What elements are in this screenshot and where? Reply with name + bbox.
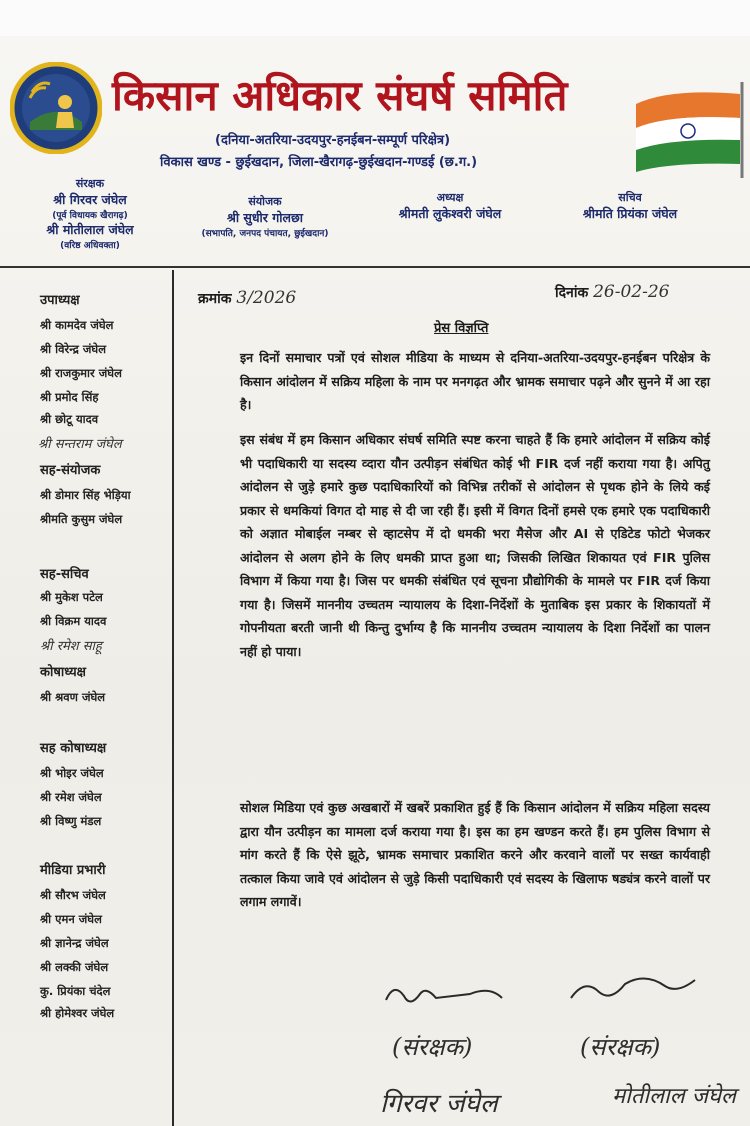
sidebar-name: श्री ज्ञानेन्द्र जंघेल (40, 936, 109, 950)
patron-role: संरक्षक (75, 177, 105, 190)
paragraph-1: इन दिनों समाचार पत्रों एवं सोशल मीडिया के माध्यम से दनिया-अतरिया-उदयपुर-हनईबन परिक्षेत्र के किसान आंदोलन में सक्रिय महिला के नाम पर मनगढ़त और भ्रामक समाचार पढ़ने और सुनने में आ रहा है। (240, 350, 710, 412)
vice-presidents-title: उपाध्यक्ष (40, 293, 80, 308)
treasurer-title: कोषाध्यक्ष (40, 665, 86, 680)
indian-flag-icon (630, 78, 748, 178)
press-release-heading: प्रेस विज्ञप्ति (434, 321, 489, 336)
convener-block (160, 194, 370, 239)
co-conveners-title: सह-संयोजक (40, 463, 101, 478)
paragraph-2: इस संबंध में हम किसान अधिकार संघर्ष समिति स्पष्ट करना चाहते हैं कि हमारे आंदोलन में सक्रिय कोई भी पदाधिकारी या सदस्य व्दारा यौन उत्पीड़न संबंधित कोई भी FIR दर्ज नहीं कराया गया है। अपितु आंदोलन से जुड़े हमारे कुछ पदाधिकारियों को विभिन्न तरीकों से आंदोलन से पृथक होने के लिये कई प्रकार से धमकियां विगत दो माह से दी जा रही हैं। इसी में विगत दिनों हमसे एक हमारे एक पदाधिकारी को अज्ञात मोबाईल नम्बर से व्हाटसेप में दो धमकी भरा मैसेज और AI से एडिटेड फोटो भेजकर आंदोलन से अलग होने के लिए धमकी प्राप्त हुआ था; जिसकी लिखित शिकायत एवं FIR पुलिस विभाग में किया गया है। जिस पर धमकी संबंधित एवं सूचना प्रौद्योगिकी के मामले पर FIR दर्ज किया गया है। जिसमें माननीय उच्चतम न्यायालय के दिशा-निर्देशों के मुताबिक इस प्रकार के शिकायतों में गोपनीयता बरती जानी थी किन्तु दुर्भाग्य है कि माननीय उच्चतम न्यायालय के दिशा निर्देशों का पालन नहीं हो पाया। (240, 432, 710, 659)
sidebar-divider (172, 270, 174, 1126)
reference-value: 3/2026 (236, 288, 297, 308)
handwritten-name: श्री रमेश साहू (40, 639, 102, 654)
sidebar-name: श्री विक्रम यादव (40, 614, 107, 628)
co-treasurers-title: सह कोषाध्यक्ष (40, 741, 107, 756)
convener-name: श्री सुधीर गोलछा (226, 210, 304, 225)
sidebar-name: श्री डोमार सिंह भेड़िया (40, 488, 131, 502)
sidebar-name: श्री श्रवण जंघेल (40, 690, 106, 704)
sidebar-name: श्री लक्की जंघेल (40, 960, 109, 974)
convener-role: संयोजक (248, 195, 282, 208)
sidebar-name: श्री प्रमोद सिंह (40, 390, 99, 404)
president-name: श्रीमती लुकेश्वरी जंघेल (398, 206, 502, 221)
date-value: 26-02-26 (593, 282, 670, 302)
sidebar-name: श्री विष्णु मंडल (40, 814, 102, 828)
patron-name: श्री मोतीलाल जंघेल (46, 222, 134, 237)
co-secretaries-title: सह-सचिव (40, 567, 89, 582)
date-label: दिनांक (555, 285, 589, 301)
header-divider (0, 266, 750, 268)
reference-number (198, 288, 296, 308)
secretary-block (540, 190, 720, 222)
sidebar-name: श्री होमेश्वर जंघेल (40, 1006, 115, 1020)
left-signatory-name: गिरवर जंघेल (380, 1089, 498, 1119)
sidebar-name: श्रीमति कुसुम जंघेल (40, 512, 123, 526)
sidebar-name: श्री कामदेव जंघेल (40, 318, 114, 332)
sidebar-name: श्री सौरभ जंघेल (40, 888, 106, 902)
president-role: अध्यक्ष (436, 191, 464, 204)
sidebar-name: श्री भोइर जंघेल (40, 766, 104, 780)
region-line: (दनिया-अतरिया-उदयपुर-हनईबन-सम्पूर्ण परिक्षेत्र) (215, 133, 451, 148)
sidebar-name: श्री छोटू यादव (40, 412, 99, 426)
patron-note: (पूर्व विधायक खैरागढ़) (52, 211, 128, 221)
left-signatory-role: (संरक्षक) (392, 1033, 473, 1061)
convener-note: (सभापति, जनपद पंचायत, छुईखदान) (201, 229, 329, 239)
paragraph-3: सोशल मिडिया एवं कुछ अखबारों में खबरें प्रकाशित हुई हैं कि किसान आंदोलन में सक्रिय महिला सदस्य द्वारा यौन उत्पीड़न का मामला दर्ज कराया गया है। इस का हम खण्डन करते हैं। हम पुलिस विभाग से मांग करते हैं कि ऐसे झूठे, भ्रामक समाचार प्रकाशित करने और करवाने वालों पर सख्त कार्यवाही तत्काल किया जावे एवं आंदोलन से जुड़े किसी पदाधिकारी एवं सदस्य के खिलाफ षड्यंत्र करने वालों पर लगाम लगावें। (240, 800, 710, 909)
sidebar-name: श्री विरेन्द्र जंघेल (40, 342, 106, 356)
top-margin (0, 0, 750, 36)
reference-label: क्रमांक (198, 291, 232, 307)
patron-block (20, 176, 160, 251)
left-signature-image (380, 976, 520, 1016)
right-signature-image (565, 968, 705, 1008)
sidebar-name: श्री एमन जंघेल (40, 912, 102, 926)
secretary-role: सचिव (618, 191, 642, 204)
letter-date (555, 282, 669, 302)
handwritten-name: श्री सन्तराम जंघेल (38, 437, 122, 452)
right-signatory-role: (संरक्षक) (580, 1033, 661, 1061)
sidebar-name: श्री राजकुमार जंघेल (40, 366, 122, 380)
secretary-name: श्रीमति प्रियंका जंघेल (582, 206, 678, 221)
media-title: मीडिया प्रभारी (40, 863, 106, 878)
organization-title: किसान अधिकार संघर्ष समिति (112, 71, 568, 120)
president-block (370, 190, 530, 222)
organization-logo (10, 62, 102, 154)
patron-note: (वरिष्ठ अधिवक्ता) (60, 241, 120, 251)
right-signatory-name: मोतीलाल जंघेल (612, 1084, 736, 1109)
sidebar-name: श्री मुकेश पटेल (40, 590, 103, 604)
patron-name: श्री गिरवर जंघेल (53, 192, 127, 207)
address-line: विकास खण्ड - छुईखदान, जिला-खैरागढ़-छुईखदान-गण्डई (छ.ग.) (160, 155, 478, 170)
sidebar-name: कु. प्रियंका चंदेल (40, 984, 111, 998)
sidebar-name: श्री रमेश जंघेल (40, 790, 102, 804)
